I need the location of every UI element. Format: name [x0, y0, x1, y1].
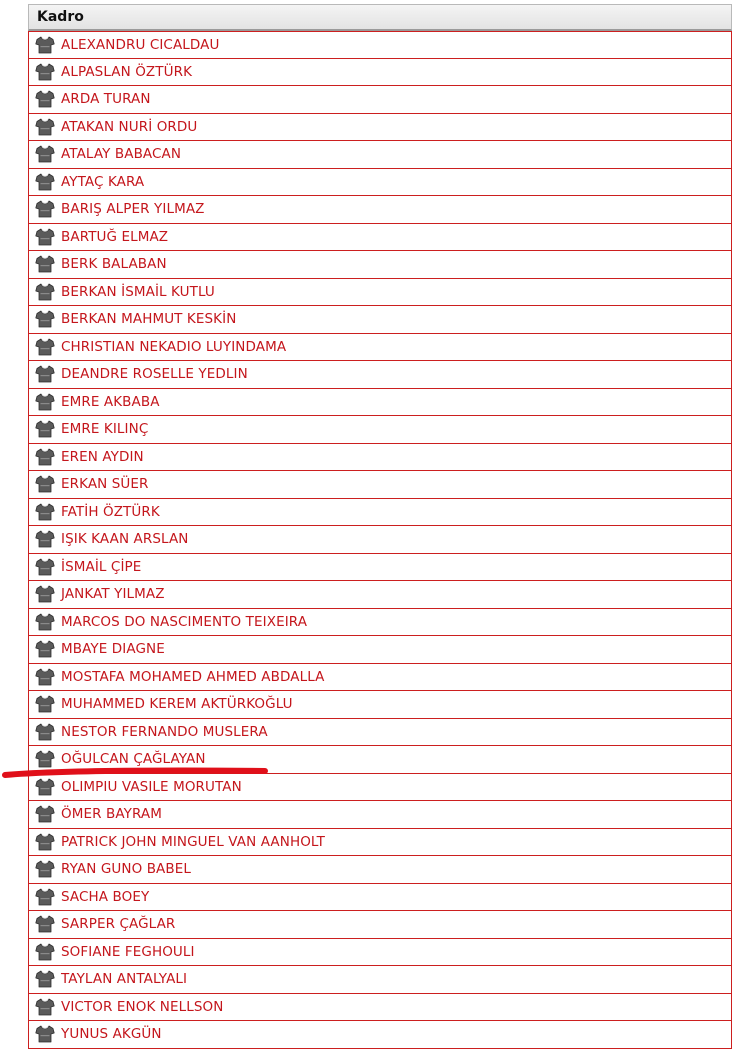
jersey-icon [35, 503, 55, 521]
player-name-link[interactable]: BERKAN İSMAİL KUTLU [61, 283, 215, 300]
player-name-link[interactable]: ERKAN SÜER [61, 476, 149, 493]
player-row[interactable] [28, 829, 732, 857]
player-row[interactable] [28, 471, 732, 499]
jersey-icon [35, 393, 55, 411]
jersey-icon [35, 833, 55, 851]
player-row[interactable] [28, 609, 732, 637]
player-name-link[interactable]: SARPER ÇAĞLAR [61, 916, 176, 933]
player-name-link[interactable]: OLIMPIU VASILE MORUTAN [61, 778, 242, 795]
jersey-icon [35, 640, 55, 658]
jersey-icon [35, 860, 55, 878]
player-row[interactable] [28, 746, 732, 774]
player-name-link[interactable]: VICTOR ENOK NELLSON [61, 998, 224, 1015]
player-row[interactable] [28, 114, 732, 142]
jersey-icon [35, 778, 55, 796]
player-row[interactable] [28, 224, 732, 252]
jersey-icon [35, 200, 55, 218]
jersey-icon [35, 530, 55, 548]
player-row[interactable] [28, 664, 732, 692]
jersey-icon [35, 943, 55, 961]
jersey-icon [35, 63, 55, 81]
player-name-link[interactable]: ATALAY BABACAN [61, 146, 182, 163]
player-name-link[interactable]: YUNUS AKGÜN [61, 1026, 162, 1043]
player-name-link[interactable]: BERKAN MAHMUT KESKİN [61, 311, 237, 328]
jersey-icon [35, 805, 55, 823]
player-name-link[interactable]: TAYLAN ANTALYALI [61, 971, 188, 988]
player-name-link[interactable]: IŞIK KAAN ARSLAN [61, 531, 189, 548]
player-row[interactable] [28, 169, 732, 197]
player-name-link[interactable]: AYTAÇ KARA [61, 173, 145, 190]
player-row[interactable] [28, 526, 732, 554]
player-name-link[interactable]: EMRE KILINÇ [61, 421, 149, 438]
jersey-icon [35, 558, 55, 576]
player-row[interactable] [28, 554, 732, 582]
player-name-link[interactable]: EREN AYDIN [61, 448, 144, 465]
player-row[interactable] [28, 499, 732, 527]
player-name-link[interactable]: OĞULCAN ÇAĞLAYAN [61, 751, 206, 768]
player-name-link[interactable]: SOFIANE FEGHOULI [61, 943, 195, 960]
player-row[interactable] [28, 636, 732, 664]
jersey-icon [35, 448, 55, 466]
jersey-icon [35, 255, 55, 273]
player-name-link[interactable]: ALPASLAN ÖZTÜRK [61, 63, 193, 80]
jersey-icon [35, 173, 55, 191]
jersey-icon [35, 915, 55, 933]
player-row[interactable] [28, 416, 732, 444]
player-row[interactable] [28, 801, 732, 829]
player-name-link[interactable]: CHRISTIAN NEKADIO LUYINDAMA [61, 338, 287, 355]
player-row[interactable] [28, 31, 732, 59]
player-row[interactable] [28, 911, 732, 939]
jersey-icon [35, 338, 55, 356]
jersey-icon [35, 888, 55, 906]
player-name-link[interactable]: ALEXANDRU CICALDAU [61, 36, 220, 53]
player-name-link[interactable]: MOSTAFA MOHAMED AHMED ABDALLA [61, 668, 325, 685]
player-row[interactable] [28, 59, 732, 87]
player-name-link[interactable]: BARIŞ ALPER YILMAZ [61, 201, 205, 218]
player-name-link[interactable]: SACHA BOEY [61, 888, 150, 905]
player-name-link[interactable]: FATİH ÖZTÜRK [61, 503, 160, 520]
player-name-link[interactable]: ÖMER BAYRAM [61, 806, 162, 823]
player-row[interactable] [28, 141, 732, 169]
jersey-icon [35, 750, 55, 768]
jersey-icon [35, 36, 55, 54]
player-name-link[interactable]: MUHAMMED KEREM AKTÜRKOĞLU [61, 696, 293, 713]
player-row[interactable] [28, 994, 732, 1022]
player-name-link[interactable]: PATRICK JOHN MINGUEL VAN AANHOLT [61, 833, 326, 850]
player-row[interactable] [28, 251, 732, 279]
player-name-link[interactable]: MBAYE DIAGNE [61, 641, 165, 658]
player-list [28, 31, 732, 1049]
jersey-icon [35, 585, 55, 603]
player-name-link[interactable]: JANKAT YILMAZ [61, 586, 165, 603]
player-row[interactable] [28, 719, 732, 747]
player-row[interactable] [28, 1021, 732, 1049]
player-name-link[interactable]: RYAN GUNO BABEL [61, 861, 192, 878]
player-name-link[interactable]: NESTOR FERNANDO MUSLERA [61, 723, 268, 740]
player-row[interactable] [28, 306, 732, 334]
player-row[interactable] [28, 389, 732, 417]
player-row[interactable] [28, 279, 732, 307]
player-name-link[interactable]: BERK BALABAN [61, 256, 167, 273]
jersey-icon [35, 723, 55, 741]
jersey-icon [35, 365, 55, 383]
jersey-icon [35, 283, 55, 301]
jersey-icon [35, 145, 55, 163]
player-row[interactable] [28, 691, 732, 719]
player-row[interactable] [28, 939, 732, 967]
jersey-icon [35, 613, 55, 631]
player-row[interactable] [28, 86, 732, 114]
player-name-link[interactable]: EMRE AKBABA [61, 393, 160, 410]
jersey-icon [35, 998, 55, 1016]
jersey-icon [35, 1025, 55, 1043]
player-name-link[interactable]: DEANDRE ROSELLE YEDLIN [61, 366, 248, 383]
jersey-icon [35, 118, 55, 136]
jersey-icon [35, 475, 55, 493]
jersey-icon [35, 420, 55, 438]
player-row[interactable] [28, 196, 732, 224]
player-name-link[interactable]: ATAKAN NURİ ORDU [61, 118, 198, 135]
player-name-link[interactable]: İSMAİL ÇİPE [61, 558, 142, 575]
player-row[interactable] [28, 361, 732, 389]
player-row[interactable] [28, 884, 732, 912]
jersey-icon [35, 90, 55, 108]
player-row[interactable] [28, 444, 732, 472]
jersey-icon [35, 228, 55, 246]
jersey-icon [35, 695, 55, 713]
player-row[interactable] [28, 966, 732, 994]
player-row[interactable] [28, 581, 732, 609]
jersey-icon [35, 668, 55, 686]
squad-panel [28, 4, 732, 1049]
jersey-icon [35, 970, 55, 988]
panel-header: Kadro [28, 4, 732, 31]
player-row[interactable] [28, 856, 732, 884]
player-row[interactable] [28, 774, 732, 802]
player-row[interactable] [28, 334, 732, 362]
player-name-link[interactable]: ARDA TURAN [61, 91, 151, 108]
player-name-link[interactable]: MARCOS DO NASCIMENTO TEIXEIRA [61, 613, 308, 630]
player-name-link[interactable]: BARTUĞ ELMAZ [61, 228, 169, 245]
jersey-icon [35, 310, 55, 328]
